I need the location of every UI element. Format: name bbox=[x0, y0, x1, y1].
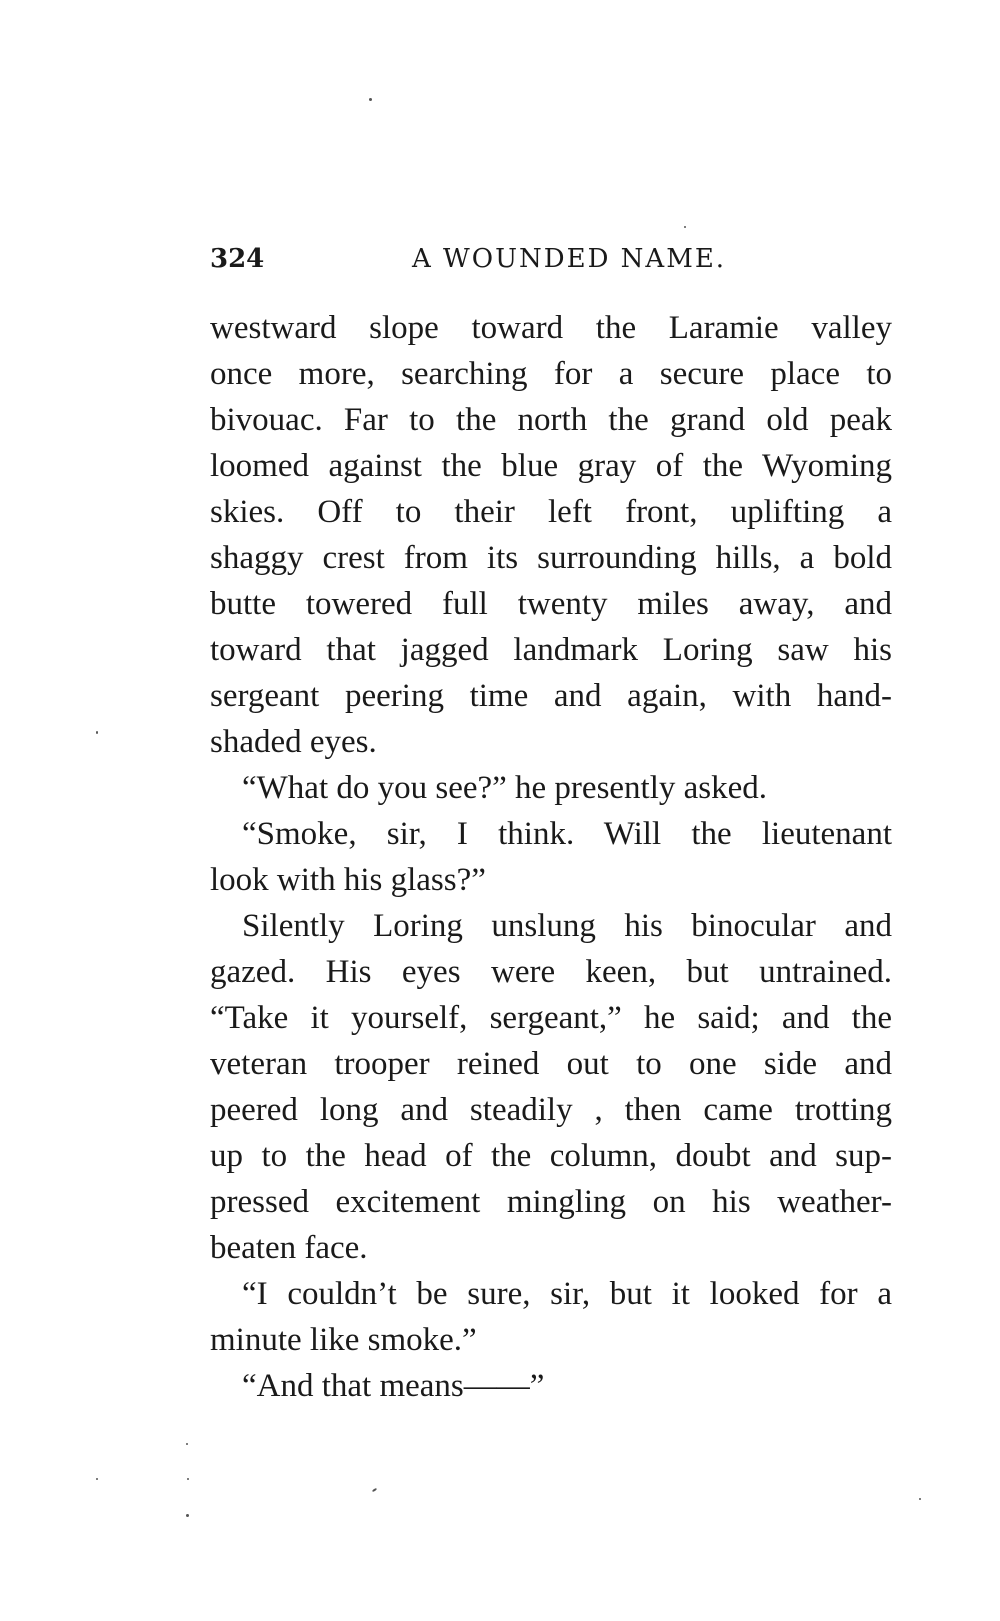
text-line: “What do you see?” he presently asked. bbox=[242, 770, 768, 806]
text-line: loomed against the blue gray of the Wyoming bbox=[210, 448, 892, 484]
text-line: shaggy crest from its surrounding hills, a bold bbox=[210, 540, 892, 576]
print-speck bbox=[684, 226, 686, 228]
text-line: veteran trooper reined out to one side and bbox=[210, 1046, 892, 1082]
text-line: peered long and steadily , then came trotting bbox=[210, 1092, 892, 1128]
text-line: once more, searching for a secure place to bbox=[210, 356, 892, 392]
text-line: “And that means——” bbox=[242, 1368, 545, 1404]
text-line: “Smoke, sir, I think. Will the lieutenant bbox=[242, 816, 892, 852]
body-text bbox=[210, 305, 892, 1409]
text-line: sergeant peering time and again, with hand- bbox=[210, 678, 892, 714]
text-line: bivouac. Far to the north the grand old peak bbox=[210, 402, 892, 438]
print-speck bbox=[96, 1478, 98, 1480]
print-speck bbox=[187, 1478, 189, 1480]
page-number: 324 bbox=[210, 244, 265, 274]
text-line: look with his glass?” bbox=[210, 862, 486, 898]
text-line: toward that jagged landmark Loring saw his bbox=[210, 632, 892, 668]
text-line: butte towered full twenty miles away, and bbox=[210, 586, 892, 622]
text-line: skies. Off to their left front, uplifting a bbox=[210, 494, 892, 530]
text-line: pressed excitement mingling on his weather- bbox=[210, 1184, 892, 1220]
text-line: gazed. His eyes were keen, but untrained. bbox=[210, 954, 892, 990]
print-speck bbox=[369, 98, 372, 101]
text-line: westward slope toward the Laramie valley bbox=[210, 310, 892, 346]
running-head: A WOUNDED NAME. bbox=[412, 244, 727, 274]
print-speck bbox=[186, 1514, 189, 1517]
text-line: Silently Loring unslung his binocular and bbox=[242, 908, 892, 944]
print-speck bbox=[372, 1488, 377, 1493]
text-line: beaten face. bbox=[210, 1230, 368, 1266]
text-line: up to the head of the column, doubt and sup- bbox=[210, 1138, 892, 1174]
text-line: shaded eyes. bbox=[210, 724, 377, 760]
print-speck bbox=[919, 1498, 921, 1500]
page-header bbox=[210, 244, 900, 284]
text-line: “I couldn’t be sure, sir, but it looked for a bbox=[242, 1276, 892, 1312]
print-speck bbox=[186, 1443, 188, 1445]
text-line: “Take it yourself, sergeant,” he said; and the bbox=[210, 1000, 892, 1036]
text-line: minute like smoke.” bbox=[210, 1322, 477, 1358]
print-speck bbox=[96, 731, 98, 734]
